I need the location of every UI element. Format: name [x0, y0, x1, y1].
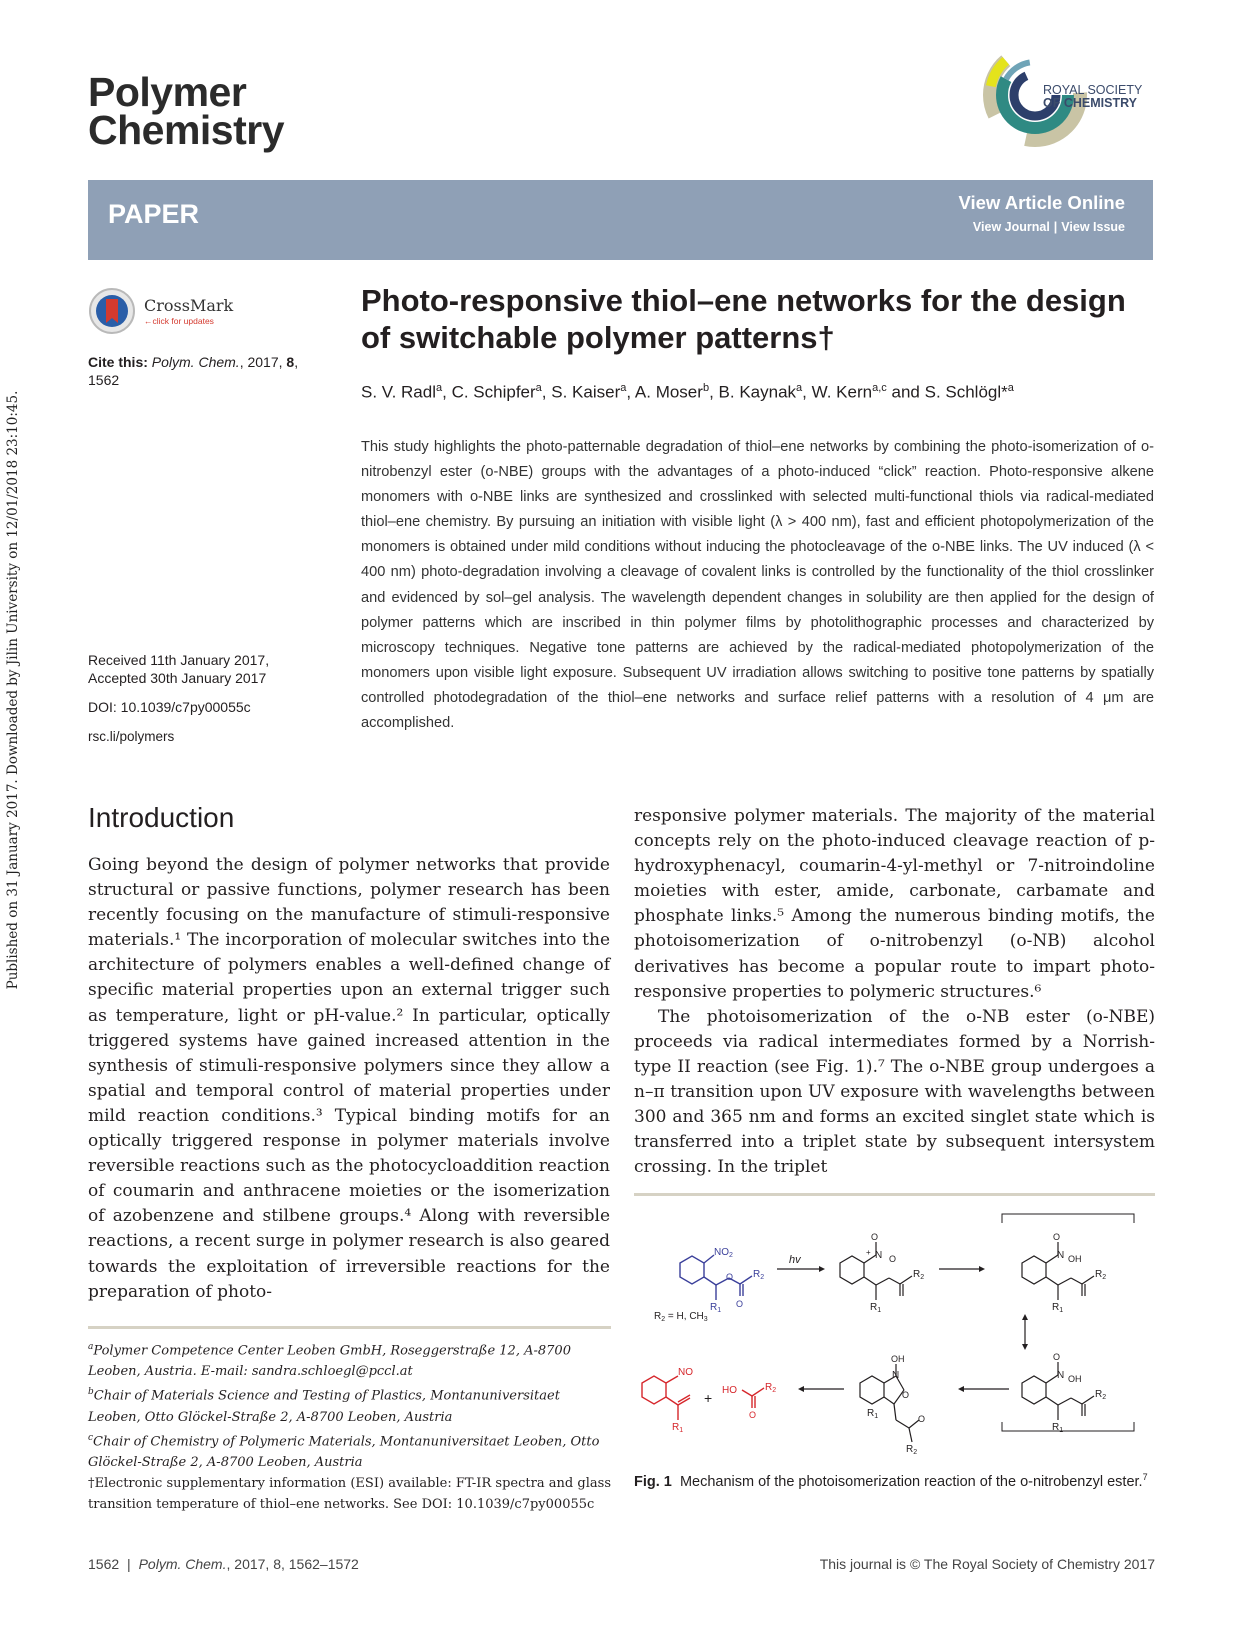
n-label-4: N — [1057, 1370, 1065, 1381]
carbonyl-o-label-5: O — [918, 1414, 926, 1424]
acid-o-label: O — [749, 1410, 757, 1420]
author-affiliation: a — [535, 382, 542, 394]
cite-journal: Polym. Chem. — [151, 354, 240, 370]
author-affiliation: b — [702, 382, 710, 394]
author-name: S. V. Radl — [361, 382, 436, 402]
rsc-logo-line2: OF CHEMISTRY — [1043, 96, 1137, 110]
r1-label-d: $R_1$ — [1052, 1422, 1064, 1434]
author-affiliation: a — [620, 382, 627, 394]
caption-label: Fig. 1 — [634, 1473, 672, 1490]
r2-label-a: $R_2$ — [753, 1269, 765, 1281]
oh-label-4: OH — [1068, 1374, 1082, 1384]
figure-top-rule — [634, 1193, 1155, 1196]
accepted-date: Accepted 30th January 2017 — [88, 670, 267, 686]
affiliation-footnote — [88, 1337, 611, 1382]
view-issue-link[interactable]: View Issue — [1061, 220, 1125, 234]
esi-footnote: †Electronic supplementary information (ESI) available: FT-IR spectra and glass transition temperature of thiol–ene networks. See DOI: 10.1039/c7py00055c — [88, 1475, 611, 1512]
footer-journal: Polym. Chem. — [138, 1556, 227, 1572]
arrow-left-icon: ← — [144, 316, 153, 326]
intro-paragraph-3: The photoisomerization of the o-NB ester (o-NBE) proceeds via radical intermediates formed by a Norrish-type II reaction (see Fig. 1).⁷ The o-NBE group undergoes a n–π transition upon UV exposure with wavelengths between 300 and 365 nm and forms an excited singlet state which is transferred into a triplet state by subsequent intersystem crossing. In the triplet — [634, 1006, 1155, 1178]
footnote-text: Polymer Competence Center Leoben GmbH, Roseggerstraße 12, A-8700 Leoben, Austria. E-mail: sandra.schloegl@pccl.at — [88, 1343, 571, 1380]
crossmark-icon — [88, 287, 136, 335]
arrowhead-4-5 — [958, 1386, 964, 1392]
author-name: B. Kaynak — [718, 382, 797, 402]
section-heading-introduction: Introduction — [88, 802, 235, 833]
ho-label: HO — [722, 1385, 737, 1396]
r2-label-b: $R_2$ — [913, 1269, 925, 1281]
footer-separator: | — [127, 1556, 131, 1572]
nitroso-label: NO — [678, 1367, 693, 1378]
cite-pages: 1562 — [88, 372, 120, 388]
author-name: A. Moser — [634, 382, 703, 402]
r1-label-b: $R_1$ — [870, 1302, 882, 1314]
banner-link-separator: | — [1053, 220, 1058, 234]
cite-prefix: Cite this: — [88, 354, 148, 370]
no2-o-right: O — [889, 1254, 897, 1264]
caption-ref: 7 — [1142, 1472, 1148, 1482]
view-article-online-link[interactable]: View Article Online — [958, 192, 1125, 213]
crossmark-sub — [144, 316, 214, 326]
rsc-logo-text — [1043, 84, 1142, 110]
arrowhead-5-products — [798, 1386, 804, 1392]
r2-label-g: $R_2$ — [765, 1382, 777, 1394]
r1-label-e: $R_1$ — [867, 1408, 879, 1420]
carboxylic-acid-product-structure — [742, 1388, 764, 1408]
footnote-divider — [88, 1326, 611, 1329]
affiliation-footnote — [88, 1428, 611, 1473]
starting-o-nbe-structure — [680, 1255, 752, 1300]
rsc-logo[interactable] — [983, 40, 1153, 150]
crossmark-label: CrossMark — [144, 296, 234, 315]
doi[interactable]: DOI: 10.1039/c7py00055c — [88, 699, 251, 715]
journal-name-line2: Chemistry — [88, 107, 285, 153]
plus-sign: + — [704, 1390, 713, 1406]
footer-citation: , 2017, 8, 1562–1572 — [226, 1556, 359, 1572]
figure-1-scheme — [634, 1200, 1155, 1466]
hv-label: hv — [789, 1254, 801, 1266]
intermediate-brackets — [1002, 1214, 1134, 1431]
article-title: Photo-responsive thiol–ene networks for the design of switchable polymer patterns† — [361, 283, 1126, 355]
affiliation-footnote — [88, 1382, 611, 1427]
intro-column-2 — [634, 804, 1155, 1180]
footnote-text: Chair of Chemistry of Polymeric Materials, Montanuniversitaet Leoben, Otto Glöckel-Straße 2, A-8700 Leoben, Austria — [88, 1433, 600, 1470]
abstract: This study highlights the photo-patternable degradation of thiol–ene networks by combining the photo-isomerization of o-nitrobenzyl ester (o-NBE) groups with the advantages of a photo-induced “click” reaction. Photo-responsive alkene monomers with o-NBE links are synthesized and crosslinked with selected multi-functional thiols via radical-mediated thiol–ene chemistry. By pursuing an initiation with visible light (λ > 400 nm), fast and efficient photopolymerization of the monomers is obtained under mild conditions without inducing the photocleavage of the o-NBE links. The UV induced (λ < 400 nm) photo-degradation involving a cleavage of covalent links is controlled by the functionality of the thiol crosslinker and evidenced by sol–gel analysis. The wavelength dependent changes in solubility are then applied for the design of polymer patterns which are inscribed in thin polymer films by photolithographic processes and characterized by microscopy techniques. Negative tone patterns are achieved by the radical-mediated photopolymerization of the monomers upon visible light exposure. Subsequent UV irradiation allows switching to positive tone patterns by spatially controlled photodegradation of the thiol–ene networks and surface relief patterns with a resolution of 4 μm are accomplished. — [361, 439, 1154, 732]
author-affiliation: a — [796, 382, 803, 394]
nitro-label: $NO_2$ — [714, 1247, 733, 1259]
figure-1-caption — [634, 1467, 1155, 1493]
r2-label-e: $R_2$ — [906, 1444, 918, 1456]
intro-paragraph-2: responsive polymer materials. The majority of the material concepts rely on the photo-induced cleavage reaction of p-hydroxyphenacyl, coumarin-4-yl-methyl or 7-nitroindoline moieties with ester, amide, carbonate, carbamate and phosphate links.⁵ Among the numerous binding motifs, the photoisomerization of o-nitrobenzyl (o-NB) alcohol derivatives has become a popular route to impart photo-responsive properties to polymeric structures.⁶ — [634, 806, 1155, 1002]
footnote-mark: a — [88, 1342, 94, 1352]
author-affiliation: a — [1007, 382, 1014, 394]
footnote-text: Chair of Materials Science and Testing of Plastics, Montanuniversitaet Leoben, Otto Glöckel-Straße 2, A-8700 Leoben, Austria — [88, 1388, 560, 1425]
plus-2: + — [866, 1248, 871, 1257]
cite-year: , 2017, — [239, 354, 283, 370]
oh-label-5: OH — [891, 1354, 905, 1364]
n-label-2: N — [875, 1250, 883, 1261]
journal-name-line1: Polymer — [88, 69, 247, 115]
cite-this: Cite this: Polym. Chem., 2017, 8, 1562 — [88, 354, 299, 388]
r2-definition: $R_2 = H$, $CH_3$ — [654, 1311, 708, 1323]
nitroso-product-structure — [642, 1376, 690, 1420]
o-top-3: O — [1053, 1232, 1061, 1242]
article-banner — [88, 180, 1153, 260]
cite-volume: 8 — [286, 354, 295, 370]
hv-arrowhead — [819, 1266, 825, 1272]
copyright-notice: This journal is © The Royal Society of Chemistry 2017 — [819, 1556, 1155, 1572]
no2-o-top: O — [871, 1232, 879, 1242]
banner-links — [973, 220, 1125, 234]
oh-label-3: OH — [1068, 1254, 1082, 1264]
affiliation-footnotes — [88, 1337, 611, 1515]
r2-label-d: $R_2$ — [1095, 1389, 1107, 1401]
crossmark-sub-text: click for updates — [152, 316, 214, 326]
r1-label-c: $R_1$ — [1052, 1302, 1064, 1314]
ester-o-label: O — [726, 1272, 734, 1282]
n-label-3: N — [1057, 1250, 1065, 1261]
arrowhead-2-3 — [979, 1266, 985, 1272]
footnote-mark: b — [88, 1387, 94, 1398]
r1-label-f: $R_1$ — [672, 1422, 684, 1434]
author-name: W. Kern — [811, 382, 873, 402]
o-top-4: O — [1053, 1352, 1061, 1362]
author-affiliation: a,c — [872, 382, 887, 394]
ring-o-label-5: O — [902, 1390, 910, 1400]
intro-paragraph-1: Going beyond the design of polymer networks that provide structural or passive functions, polymer research has been recently focusing on the manufacture of stimuli-responsive materials.¹ The incorporation of molecular switches into the architecture of polymers enables a well-defined change of specific material properties upon an external trigger such as temperature, light or pH-value.² In particular, optically triggered systems have gained increased attention in the synthesis of stimuli-responsive polymers since they allow a spatial and temporal control of material properties under mild reaction conditions.³ Typical binding motifs for an optically triggered response in polymer materials involve reversible reactions such as the photocycloaddition reaction of coumarin and anthracene moieties or the isomerization of azobenzene and stilbene groups.⁴ Along with reversible reactions, a recent surge in polymer research is also geared towards the exploitation of irreversible reactions for the preparation of photo- — [88, 855, 610, 1302]
download-stamp: Published on 31 January 2017. Downloaded by Jilin University on 12/01/2018 23:10:45. — [5, 390, 21, 990]
author-name: S. Kaiser — [551, 382, 621, 402]
r2-label-c: $R_2$ — [1095, 1269, 1107, 1281]
carbonyl-o-label-a: O — [736, 1299, 744, 1309]
r1-label-a: $R_1$ — [710, 1302, 722, 1314]
reaction-mechanism-svg — [634, 1200, 1155, 1466]
view-journal-link[interactable]: View Journal — [972, 220, 1050, 234]
author-affiliation: a — [435, 382, 443, 394]
author-name: C. Schipfer — [451, 382, 536, 402]
caption-text: Mechanism of the photoisomerization reaction of the o-nitrobenzyl ester. — [679, 1473, 1143, 1490]
page-footer-left — [88, 1556, 359, 1572]
journal-name — [88, 69, 285, 153]
footnote-mark: c — [88, 1432, 94, 1443]
benzisoxazoline-structure — [860, 1364, 919, 1442]
received-date: Received 11th January 2017, — [88, 652, 270, 668]
rsc-logo-line1: ROYAL SOCIETY — [1043, 83, 1143, 97]
article-type: PAPER — [108, 199, 200, 229]
journal-short-link[interactable]: rsc.li/polymers — [88, 729, 175, 744]
author-name: and S. Schlögl* — [891, 382, 1008, 402]
resonance-arrowhead-up — [1022, 1314, 1028, 1320]
resonance-arrowhead-down — [1022, 1344, 1028, 1350]
author-list: S. V. Radl$^a$, C. Schipfer$^a$, S. Kaiser$^a$, A. Moser$^b$, B. Kaynak$^a$, W. Kern$^{a,c}$ and S. Schlögl*$^a$ — [361, 382, 1014, 402]
page-number: 1562 — [88, 1556, 120, 1572]
n-label-5: N — [892, 1370, 900, 1381]
